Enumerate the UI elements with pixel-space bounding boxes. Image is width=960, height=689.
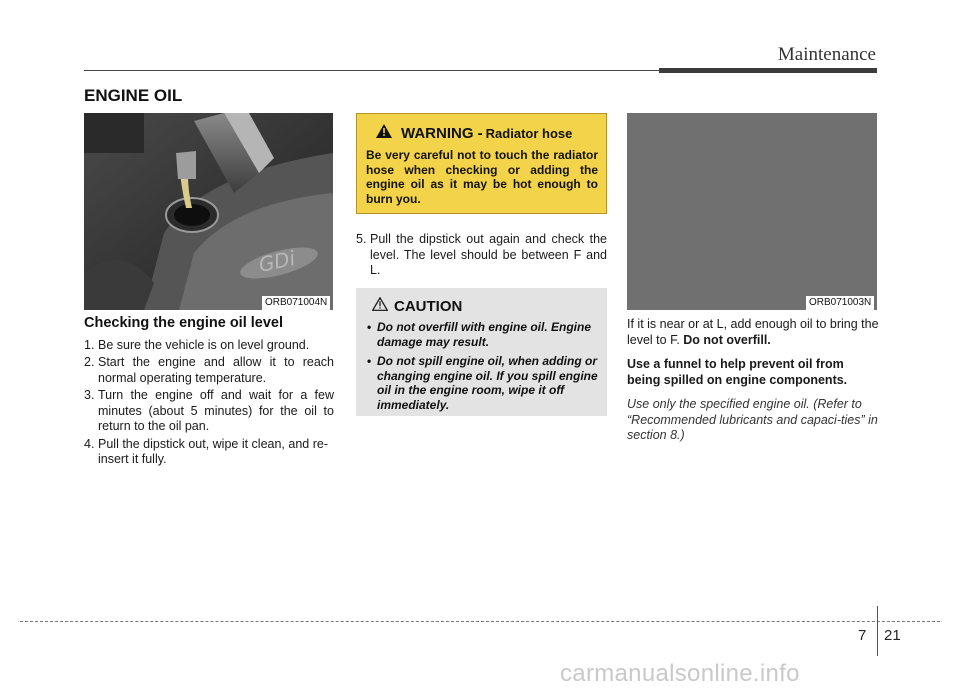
list-item bbox=[84, 338, 334, 354]
step-text: Be sure the vehicle is on level ground. bbox=[98, 337, 310, 352]
right-image-caption: ORB071003N bbox=[806, 296, 874, 310]
caution-box bbox=[356, 288, 607, 416]
caution-title: CAUTION bbox=[394, 298, 463, 315]
subheading: Checking the engine oil level bbox=[84, 315, 284, 331]
warning-triangle-icon bbox=[376, 124, 392, 143]
footer-divider bbox=[877, 606, 878, 656]
caution-triangle-icon bbox=[372, 297, 388, 316]
chapter-number: 7 bbox=[858, 627, 867, 644]
step-number: 5. bbox=[356, 232, 367, 246]
caution-text: Do not overfill with engine oil. Engine damage may result. bbox=[377, 320, 592, 349]
list-item bbox=[84, 355, 334, 386]
step-text: Pull the dipstick out again and check the level. The level should be between F and L. bbox=[370, 232, 607, 277]
funnel-tip: Use a funnel to help prevent oil from being spilled on engine components. bbox=[627, 357, 848, 387]
step-number: 3. bbox=[84, 388, 95, 402]
dipstick-photo bbox=[627, 113, 877, 310]
footer-rule bbox=[20, 621, 940, 623]
fill-instruction-text: If it is near or at L, add enough oil to bring the level to F. bbox=[627, 317, 879, 347]
watermark: carmanualsonline.info bbox=[560, 660, 800, 687]
list-item bbox=[356, 232, 607, 279]
left-column bbox=[84, 316, 334, 470]
engine-badge-text: GDi bbox=[256, 245, 298, 277]
warning-title: WARNING - bbox=[401, 125, 483, 142]
list-item bbox=[84, 388, 334, 435]
section-title: Maintenance bbox=[777, 44, 876, 65]
fill-instruction bbox=[627, 317, 879, 348]
step-number: 1. bbox=[84, 337, 95, 352]
step-text: Turn the engine off and wait for a few minutes (about 5 minutes) for the oil to return to the oil pan. bbox=[98, 388, 334, 433]
caution-item: • Do not overfill with engine oil. Engine damage may result. bbox=[367, 320, 592, 349]
step-number: 4. bbox=[84, 436, 95, 451]
warning-body: Be very careful not to touch the radiator hose when checking or adding the engine oil as it may be hot enough to burn you. bbox=[366, 148, 598, 206]
overfill-warning: Do not overfill. bbox=[683, 332, 771, 347]
header-rule bbox=[84, 70, 659, 71]
list-item bbox=[84, 437, 334, 468]
caution-text: Do not spill engine oil, when adding or changing engine oil. If you spill engine oil in the engine room, wipe it off immediately. bbox=[377, 354, 598, 412]
engine-oil-fill-photo bbox=[84, 113, 333, 310]
right-column bbox=[627, 317, 879, 444]
left-image-caption: ORB071004N bbox=[262, 296, 330, 310]
caution-item: • Do not spill engine oil, when adding or changing engine oil. If you spill engine oil in the engine room, wipe it off immediately. bbox=[367, 354, 598, 412]
chapter-heading: ENGINE OIL bbox=[84, 86, 183, 105]
step-text: Start the engine and allow it to reach normal operating temperature. bbox=[98, 355, 334, 385]
step-text: Pull the dipstick out, wipe it clean, and re-insert it fully. bbox=[98, 436, 328, 466]
steps-list bbox=[84, 338, 334, 468]
warning-box bbox=[356, 113, 607, 214]
warning-subtitle: Radiator hose bbox=[485, 126, 573, 141]
middle-column bbox=[356, 232, 607, 281]
header-rule-accent bbox=[659, 68, 877, 73]
lubricant-reference: Use only the specified engine oil. (Refer to “Recommended lubricants and capaci-ties” in section 8.) bbox=[627, 397, 878, 442]
page-number: 21 bbox=[884, 627, 901, 644]
step-number: 2. bbox=[84, 355, 95, 369]
